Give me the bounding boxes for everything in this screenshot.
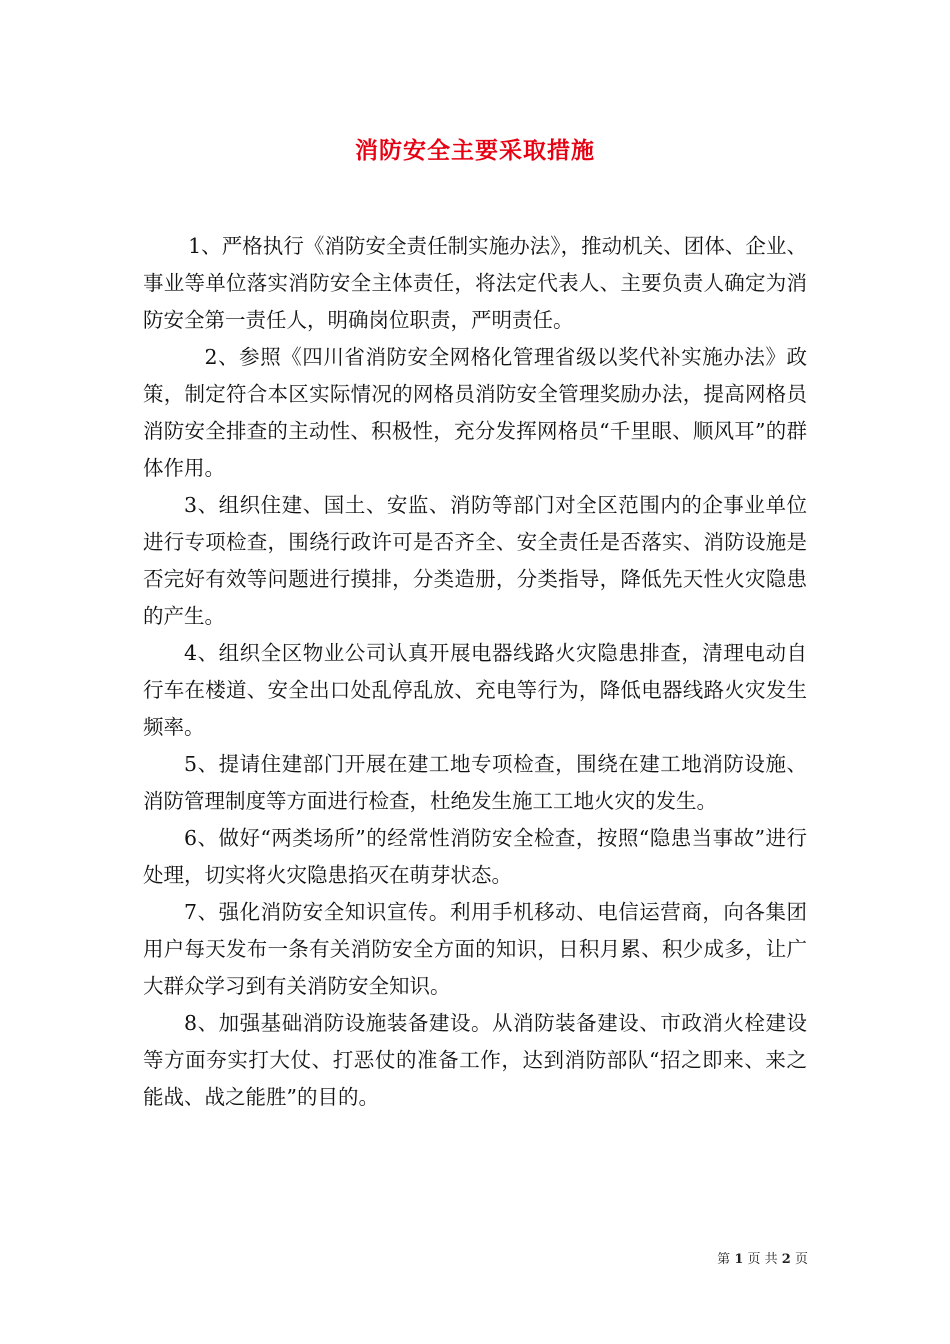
paragraph-3: 3、组织住建、国土、安监、消防等部门对全区范围内的企事业单位进行专项检查，围绕行政许可是否齐全、安全责任是否落实、消防设施是否完好有效等问题进行摸排，分类造册，分类指导，降低先天性火灾隐患的产生。 [143, 493, 807, 628]
paragraph-7: 7、强化消防安全知识宣传。利用手机移动、电信运营商，向各集团用户每天发布一条有关消防安全方面的知识，日积月累、积少成多，让广大群众学习到有关消防安全知识。 [143, 900, 807, 998]
page-number-current: 1 [734, 1252, 744, 1267]
paragraph-1: 1、严格执行《消防安全责任制实施办法》，推动机关、团体、企业、事业等单位落实消防安全主体责任，将法定代表人、主要负责人确定为消防安全第一责任人，明确岗位职责，严明责任。 [143, 234, 807, 332]
page-number-suffix: 页 [794, 1252, 808, 1267]
page-number [717, 1248, 808, 1267]
paragraph-5: 5、提请住建部门开展在建工地专项检查，围绕在建工地消防设施、消防管理制度等方面进行检查，杜绝发生施工工地火灾的发生。 [143, 752, 807, 813]
paragraph-2: 2、参照《四川省消防安全网格化管理省级以奖代补实施办法》政策，制定符合本区实际情况的网格员消防安全管理奖励办法，提高网格员消防安全排查的主动性、积极性，充分发挥网格员“千里眼、顺风耳”的群体作用。 [143, 345, 807, 480]
page-number-middle: 页 共 [747, 1252, 778, 1267]
page-number-total: 2 [781, 1252, 791, 1267]
document-body [143, 228, 807, 1116]
paragraph-6: 6、做好“两类场所”的经常性消防安全检查，按照“隐患当事故”进行处理，切实将火灾隐患掐灭在萌芽状态。 [143, 826, 807, 887]
paragraph-4: 4、组织全区物业公司认真开展电器线路火灾隐患排查，清理电动自行车在楼道、安全出口处乱停乱放、充电等行为，降低电器线路火灾发生频率。 [143, 641, 807, 739]
paragraph-8: 8、加强基础消防设施装备建设。从消防装备建设、市政消火栓建设等方面夯实打大仗、打恶仗的准备工作，达到消防部队“招之即来、来之能战、战之能胜”的目的。 [143, 1011, 807, 1109]
page-number-prefix: 第 [717, 1252, 731, 1267]
document-title: 消防安全主要采取措施 [355, 138, 595, 164]
